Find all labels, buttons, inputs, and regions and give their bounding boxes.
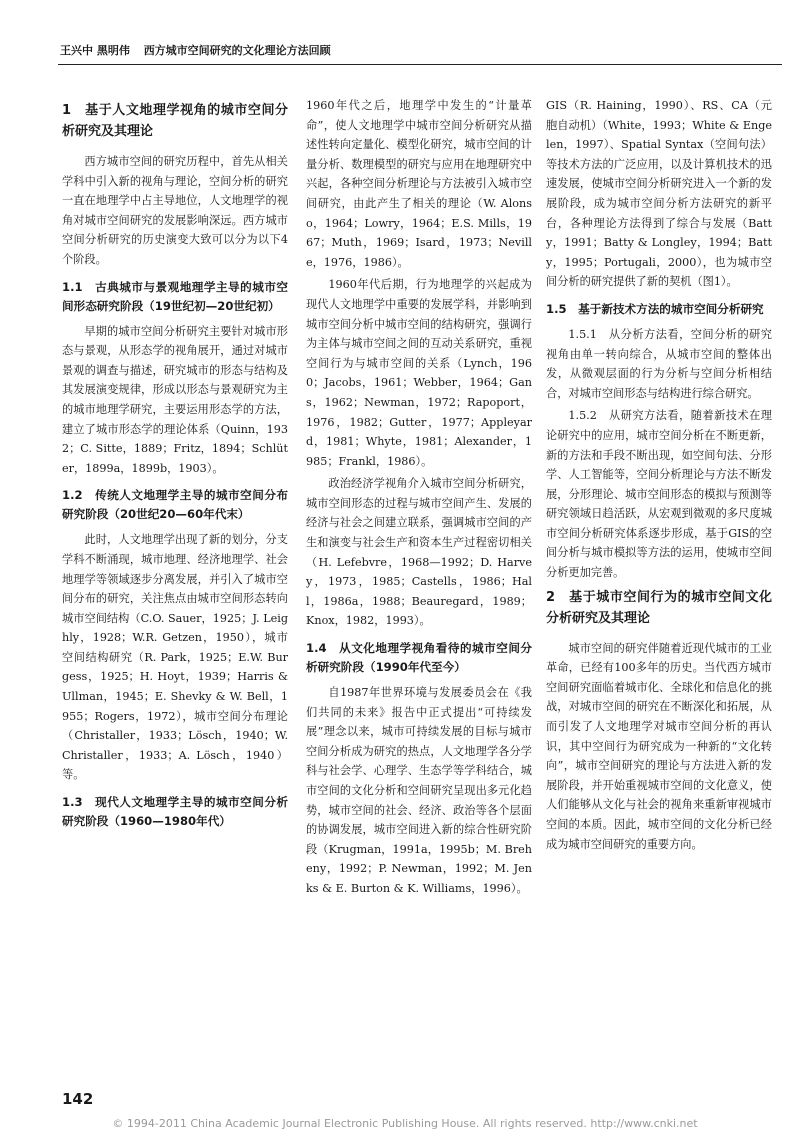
body-paragraph: 此时，人文地理学出现了新的划分，分支学科不断涌现，城市地理、经济地理学、社会地理学等领域逐步分离发展，并引入了城市空间分布的研究，关注焦点由城市空间形态转向城市空间结构（C.O. Sauer，1925；J. Leighly，1928；W.R. Getzen，1950），城市空间结构研究（R. Park，1925；E.W. Burgess，1925；H. Hoyt，1939；Harris & Ullman，1945；E. Shevky & W. Bell，1955；Rogers，1972），城市空间分布理论（Christaller，1933；Lösch，1940；W. Christaller，1933；A. Lösch，1940）等。	[62, 533, 288, 782]
column-left	[62, 96, 288, 837]
body-paragraph: GIS（R. Haining，1990）、RS、CA（元胞自动机）（White，1993；White & Engelen，1997）、Spatial Syntax（空间句法）等技术方法的广泛应用，以及计算机技术的迅速发展，使城市空间分析研究进入一个新的发展阶段，成为城市空间分析方法研究的新平台，各种理论方法得到了综合与发展（Batty，1991；Batty & Longley，1994；Batty，1995；Portugali，2000），也为城市空间分析的研究提供了新的契机（图1）。	[546, 99, 772, 289]
header-rule	[58, 64, 782, 65]
copyright-footer: © 1994-2011 China Academic Journal Electronic Publishing House. All rights reserved. http://www.cnki.net	[112, 1117, 698, 1130]
header-title: 西方城市空间研究的文化理论方法回顾	[143, 44, 331, 57]
body-paragraph: 自1987年世界环境与发展委员会在《我们共同的未来》报告中正式提出“可持续发展”理念以来，城市可持续发展的目标与城市空间分析成为研究的热点，人文地理学各分学科与社会学、心理学、生态学等学科结合，城市空间的文化分析和空间研究呈现出多元化趋势，城市空间的社会、经济、政治等各个层面的协调发展，城市空间进入新的综合性研究阶段（Krugman，1991a，1995b；M. Breheny，1992；P. Newman，1992；M. Jenks & E. Burton & K. Williams，1996）。	[306, 686, 532, 895]
body-paragraph: 政治经济学视角介入城市空间分析研究，城市空间形态的过程与城市空间产生、发展的经济与社会之间建立联系，强调城市空间的产生和演变与社会生产和资本生产过程密切相关（H. Lefebvre，1968—1992；D. Harvey，1973，1985；Castells，1986；Hall，1986a，1988；Beauregard，1989；Knox，1982，1993）。	[306, 477, 532, 628]
body-paragraph: 西方城市空间的研究历程中，首先从相关学科中引入新的视角与理论，空间分析的研究一直在地理学中占主导地位，人文地理学的视角对城市空间研究的发展影响深远。西方城市空间分析研究的历史演变大致可以分为以下4个阶段。	[62, 155, 288, 266]
column-right	[546, 96, 772, 857]
header-authors: 王兴中 黑明伟	[60, 44, 130, 57]
subsection-heading: 1.5 基于新技术方法的城市空间分析研究	[546, 301, 764, 316]
page-number: 142	[62, 1090, 94, 1108]
subsection-heading: 1.2 传统人文地理学主导的城市空间分布研究阶段（20世纪20—60年代末）	[62, 488, 288, 522]
body-paragraph: 1.5.1 从分析方法看，空间分析的研究视角由单一转向综合，从城市空间的整体出发，从微观层面的行为分析与空间分析相结合，对城市空间形态与结构进行综合研究。	[546, 327, 772, 400]
subsection-heading: 1.4 从文化地理学视角看待的城市空间分析研究阶段（1990年代至今）	[306, 641, 532, 675]
subsection-heading: 1.3 现代人文地理学主导的城市空间分析研究阶段（1960—1980年代）	[62, 795, 288, 829]
body-paragraph: 城市空间的研究伴随着近现代城市的工业革命，已经有100多年的历史。当代西方城市空间研究面临着城市化、全球化和信息化的挑战，对城市空间的研究在不断深化和拓展，从而引发了人文地理学对城市空间分析的再认识，其中空间行为研究成为一种新的“文化转向”，城市空间研究的理论与方法进入新的发展阶段，并开始重视城市空间的文化意义，使人们能够从文化与社会的视角来重新审视城市空间的本质。因此，城市空间的文化分析已经成为城市空间研究的重要方向。	[546, 641, 772, 851]
subsection-heading: 1.1 古典城市与景观地理学主导的城市空间形态研究阶段（19世纪初—20世纪初）	[62, 279, 288, 313]
running-header	[60, 42, 780, 58]
column-middle	[306, 96, 532, 902]
body-paragraph: 1960年代之后，地理学中发生的“计量革命”，使人文地理学中城市空间分析研究从描述性转向定量化、模型化研究，城市空间的计量分析、数理模型的研究与应用在地理研究中兴起，各种空间分析理论与方法被引入城市空间研究，由此产生了相关的理论（W. Alonso，1964；Lowry，1964；E.S. Mills，1967；Muth，1969；Isard，1973；Neville，1976，1986）。	[306, 99, 532, 269]
body-paragraph: 1.5.2 从研究方法看，随着新技术在理论研究中的应用，城市空间分析在不断更新，新的方法和手段不断出现，如空间句法、分形学、人工智能等，空间分析理论与方法不断发展，分形理论、城市空间形态的模拟与预测等研究领域日趋活跃，从宏观到微观的多尺度城市空间分析研究体系逐步形成，基于GIS的空间分析与城市模拟等方法的运用，使城市空间分析更加完善。	[546, 409, 772, 580]
section-heading: 2 基于城市空间行为的城市空间文化分析研究及其理论	[546, 589, 772, 626]
section-heading: 1 基于人文地理学视角的城市空间分析研究及其理论	[62, 103, 288, 139]
body-paragraph: 1960年代后期，行为地理学的兴起成为现代人文地理学中重要的发展学科，并影响到城市空间分析中城市空间的结构研究，强调行为主体与城市空间之间的互动关系研究，重视空间行为与城市空间的关系（Lynch，1960；Jacobs，1961；Webber，1964；Gans，1962；Newman，1972；Rapoport，1976，1982；Gutter，1977；Appleyard，1981；Whyte，1981；Alexander，1985；Frankl，1986）。	[306, 278, 532, 468]
body-paragraph: 早期的城市空间分析研究主要针对城市形态与景观，从形态学的视角展开，通过对城市景观的调查与描述，研究城市的形态与结构及其发展演变规律，形成以形态与景观研究为主的城市地理学研究，主要运用形态学的方法，建立了城市形态学的理论体系（Quinn，1932；C. Sitte，1889；Fritz，1894；Schlüter，1899a，1899b，1903）。	[62, 324, 288, 475]
